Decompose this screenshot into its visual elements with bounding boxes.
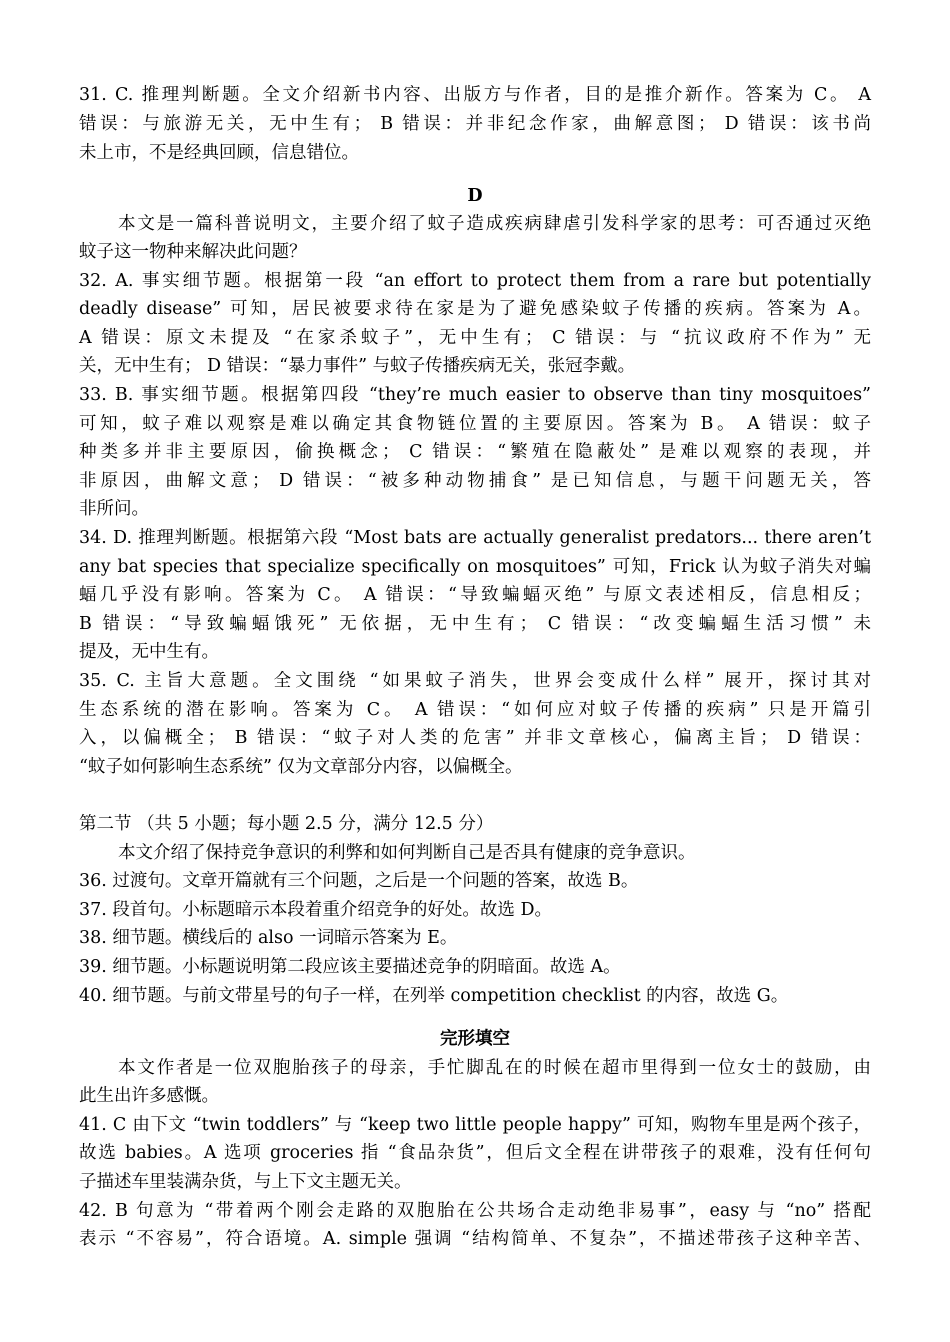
answer-item-40: 40. 细节题。与前文带星号的句子一样，在列举 competition checklist 的内容，故选 G。 [79, 986, 789, 1006]
q33-line-3: 种类多并非主要原因，偷换概念； C 错误：“繁殖在隐蔽处” 是难以观察的表现，并 [79, 442, 871, 462]
q32-line-2: deadly disease” 可知，居民被要求待在家是为了避免感染蚊子传播的疾病。答案为 A。 [79, 299, 871, 319]
q31-line-3: 未上市，不是经典回顾，信息错位。 [79, 143, 359, 163]
answer-item-39: 39. 细节题。小标题说明第二段应该主要描述竞争的阴暗面。故选 A。 [79, 957, 621, 977]
q41-line-3: 子描述车里装满杂货，与上下文主题无关。 [79, 1172, 412, 1192]
section-d-intro-line-2: 蚊子这一物种来解决此问题？ [79, 242, 307, 262]
section-d-intro-line-1: 本文是一篇科普说明文，主要介绍了蚊子造成疾病肆虐引发科学家的思考：可否通过灭绝 [118, 214, 871, 234]
cloze-heading: 完形填空 [440, 1029, 510, 1049]
q33-line-2: 可知，蚊子难以观察是难以确定其食物链位置的主要原因。答案为 B。 A 错误：蚊子 [79, 414, 871, 434]
q35-line-4: “蚊子如何影响生态系统” 仅为文章部分内容，以偏概全。 [79, 757, 523, 777]
q35-line-2: 生态系统的潜在影响。答案为 C。 A 错误：“如何应对蚊子传播的疾病” 只是开篇引 [79, 700, 871, 720]
q34-line-3: 蝠几乎没有影响。答案为 C。 A 错误：“导致蝙蝠灭绝” 与原文表述相反，信息相反； [79, 585, 871, 605]
q42-line-1: 42. B 句意为 “带着两个刚会走路的双胞胎在公共场合走动绝非易事”，easy 与 “no” 搭配 [79, 1201, 871, 1221]
q33-line-4: 非原因，曲解文意； D 错误：“被多种动物捕食” 是已知信息，与题干问题无关，答 [79, 471, 871, 491]
q35-line-3: 入，以偏概全； B 错误：“蚊子对人类的危害” 并非文章核心，偏离主旨； D 错误： [79, 728, 871, 748]
section-two-heading: 第二节 （共 5 小题；每小题 2.5 分，满分 12.5 分） [79, 814, 494, 834]
q35-line-1: 35. C. 主旨大意题。全文围绕 “如果蚊子消失，世界会变成什么样” 展开，探讨其对 [79, 671, 871, 691]
q32-line-4: 关，无中生有； D 错误：“暴力事件” 与蚊子传播疾病无关，张冠李戴。 [79, 356, 636, 376]
cloze-intro-line-2: 此生出许多感慨。 [79, 1086, 219, 1106]
q34-line-5: 提及，无中生有。 [79, 642, 219, 662]
q31-line-2: 错误：与旅游无关，无中生有； B 错误：并非纪念作家，曲解意图； D 错误：该书尚 [79, 114, 871, 134]
q33-line-5: 非所问。 [79, 499, 149, 519]
q41-line-2: 故选 babies。A 选项 groceries 指 “食品杂货”，但后文全程在讲带孩子的艰难，没有任何句 [79, 1143, 871, 1163]
q42-line-2: 表示 “不容易”，符合语境。A. simple 强调 “结构简单、不复杂”，不描述带孩子这种辛苦、 [79, 1229, 871, 1249]
q33-line-1: 33. B. 事实细节题。根据第四段 “they’re much easier to observe than tiny mosquitoes” [79, 385, 871, 405]
section-two-intro: 本文介绍了保持竞争意识的利弊和如何判断自己是否具有健康的竞争意识。 [118, 843, 696, 863]
answer-item-36: 36. 过渡句。文章开篇就有三个问题，之后是一个问题的答案，故选 B。 [79, 871, 639, 891]
q34-line-2: any bat species that specialize specifically on mosquitoes” 可知，Frick 认为蚊子消失对蝙 [79, 557, 871, 577]
q31-line-1: 31. C. 推理判断题。全文介绍新书内容、出版方与作者，目的是推介新作。答案为 C。 A [79, 85, 871, 105]
q34-line-4: B 错误：“导致蝙蝠饿死” 无依据，无中生有； C 错误：“改变蝙蝠生活习惯” 未 [79, 614, 871, 634]
answer-item-37: 37. 段首句。小标题暗示本段着重介绍竞争的好处。故选 D。 [79, 900, 552, 920]
cloze-intro-line-1: 本文作者是一位双胞胎孩子的母亲，手忙脚乱在的时候在超市里得到一位女士的鼓励，由 [118, 1058, 871, 1078]
answer-item-38: 38. 细节题。横线后的 also 一词暗示答案为 E。 [79, 928, 458, 948]
q32-line-3: A 错误：原文未提及 “在家杀蚊子”，无中生有； C 错误：与 “抗议政府不作为” 无 [79, 328, 871, 348]
q41-line-1: 41. C 由下文 “twin toddlers” 与 “keep two little people happy” 可知，购物车里是两个孩子， [79, 1115, 871, 1135]
section-d-heading: D [467, 186, 483, 206]
q32-line-1: 32. A. 事实细节题。根据第一段 “an effort to protect them from a rare but potentially [79, 271, 871, 291]
q34-line-1: 34. D. 推理判断题。根据第六段 “Most bats are actually generalist predators... there aren’t [79, 528, 871, 548]
